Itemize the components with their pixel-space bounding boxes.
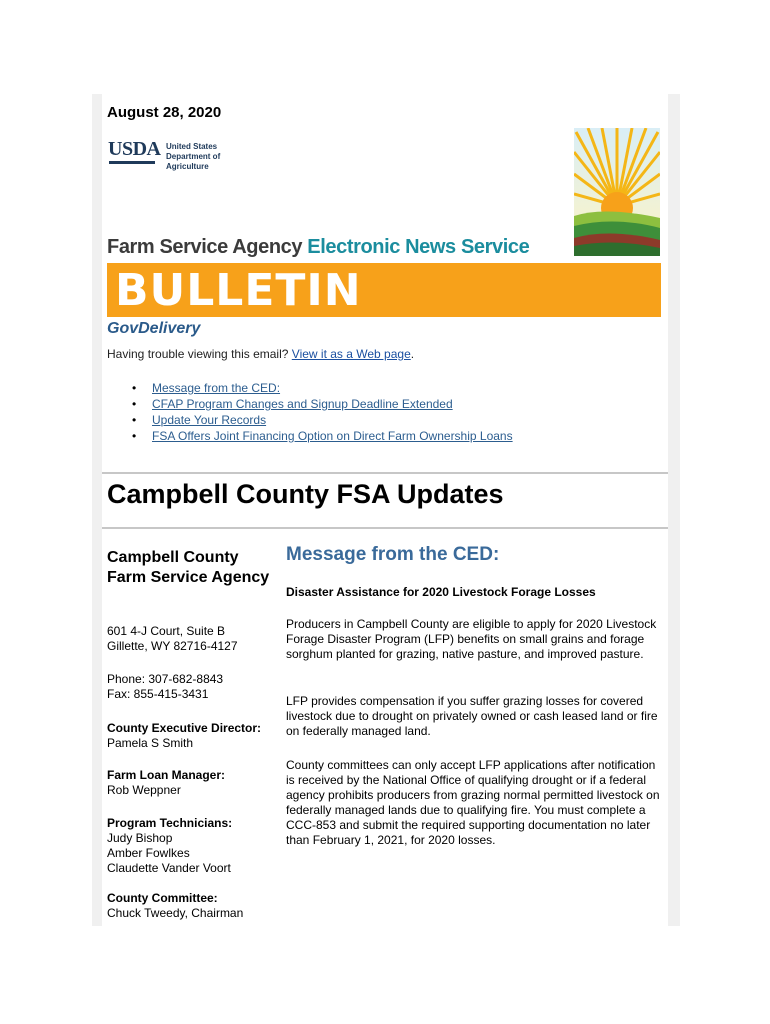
agency-name-text: Farm Service Agency bbox=[107, 236, 303, 258]
flm-name: Rob Weppner bbox=[107, 783, 181, 797]
address-line: Gillette, WY 82716-4127 bbox=[107, 639, 238, 653]
divider bbox=[102, 472, 668, 474]
article-paragraph: County committees can only accept LFP applications after notification is received by the National Office of qualifying drought or if a federal agency prohibits producers from grazing normal permitted livestock on federally managed lands due to qualifying fire. You must complete a CCC-853 and submit the required supporting documentation no later than February 1, 2021, for 2020 losses. bbox=[286, 758, 660, 847]
tech-label: Program Technicians: bbox=[107, 816, 233, 830]
trouble-text: Having trouble viewing this email? bbox=[107, 347, 289, 361]
program-technicians bbox=[107, 816, 277, 876]
farm-loan-manager bbox=[107, 768, 277, 798]
office-contact bbox=[107, 672, 277, 702]
address-line: 601 4-J Court, Suite B bbox=[107, 624, 226, 638]
article-subheading: Disaster Assistance for 2020 Livestock Forage Losses bbox=[286, 585, 596, 599]
county-committee bbox=[107, 891, 277, 921]
usda-logo-name bbox=[166, 142, 246, 172]
fsa-header bbox=[107, 236, 529, 259]
ced-contact bbox=[107, 721, 277, 751]
county-updates-title: Campbell County FSA Updates bbox=[107, 479, 504, 509]
bullet-icon: • bbox=[132, 429, 137, 443]
usda-logo-mark: USDA bbox=[108, 138, 161, 160]
toc-item bbox=[110, 412, 513, 428]
fax-number: Fax: 855-415-3431 bbox=[107, 687, 209, 701]
electronic-news-service-text: Electronic News Service bbox=[307, 236, 530, 258]
bulletin-banner bbox=[107, 263, 661, 317]
article-paragraph: Producers in Campbell County are eligible to apply for 2020 Livestock Forage Disaster Program (LFP) benefits on small grains and forage sorghum planted for grazing, native pasture, and improved pasture. bbox=[286, 617, 657, 661]
bulletin-date: August 28, 2020 bbox=[107, 104, 222, 121]
office-address bbox=[107, 624, 277, 654]
tech-name: Claudette Vander Voort bbox=[107, 861, 231, 875]
toc-link-message-from-ced[interactable]: Message from the CED: bbox=[152, 381, 281, 395]
usda-name-line: Agriculture bbox=[166, 162, 209, 171]
usda-logo-underline bbox=[109, 161, 155, 164]
toc-item bbox=[110, 428, 513, 444]
committee-label: County Committee: bbox=[107, 891, 218, 905]
usda-logo bbox=[108, 138, 238, 178]
toc-item bbox=[110, 396, 513, 412]
divider bbox=[102, 527, 668, 529]
email-content bbox=[102, 94, 668, 926]
tech-name: Judy Bishop bbox=[107, 831, 173, 845]
bullet-icon: • bbox=[132, 381, 137, 395]
toc-link-update-records[interactable]: Update Your Records bbox=[152, 413, 267, 427]
trouble-period: . bbox=[410, 347, 415, 361]
usda-name-line: Department of bbox=[166, 152, 221, 161]
toc-link-joint-financing[interactable]: FSA Offers Joint Financing Option on Direct Farm Ownership Loans bbox=[152, 429, 513, 443]
govdelivery-logo: GovDelivery bbox=[107, 320, 201, 337]
committee-member: Chuck Tweedy, Chairman bbox=[107, 906, 244, 920]
bullet-icon: • bbox=[132, 397, 137, 411]
tech-name: Amber Fowlkes bbox=[107, 846, 190, 860]
trouble-viewing-notice bbox=[107, 347, 414, 361]
toc-link-cfap-changes[interactable]: CFAP Program Changes and Signup Deadline Extended bbox=[152, 397, 453, 411]
table-of-contents bbox=[110, 380, 513, 444]
ced-name: Pamela S Smith bbox=[107, 736, 194, 750]
office-name: Campbell County Farm Service Agency bbox=[107, 549, 270, 586]
bulletin-title: BULLETIN bbox=[115, 265, 362, 316]
view-as-web-page-link[interactable]: View it as a Web page bbox=[291, 347, 411, 361]
toc-item bbox=[110, 380, 513, 396]
article-paragraph: LFP provides compensation if you suffer grazing losses for covered livestock due to drought on privately owned or cash leased land or fire on federally managed land. bbox=[286, 694, 658, 738]
bullet-icon: • bbox=[132, 413, 137, 427]
phone-number: Phone: 307-682-8843 bbox=[107, 672, 224, 686]
flm-label: Farm Loan Manager: bbox=[107, 768, 226, 782]
sunrise-farm-illustration bbox=[574, 128, 660, 256]
usda-name-line: United States bbox=[166, 142, 218, 151]
ced-label: County Executive Director: bbox=[107, 721, 262, 735]
ced-message-heading: Message from the CED: bbox=[286, 544, 500, 565]
